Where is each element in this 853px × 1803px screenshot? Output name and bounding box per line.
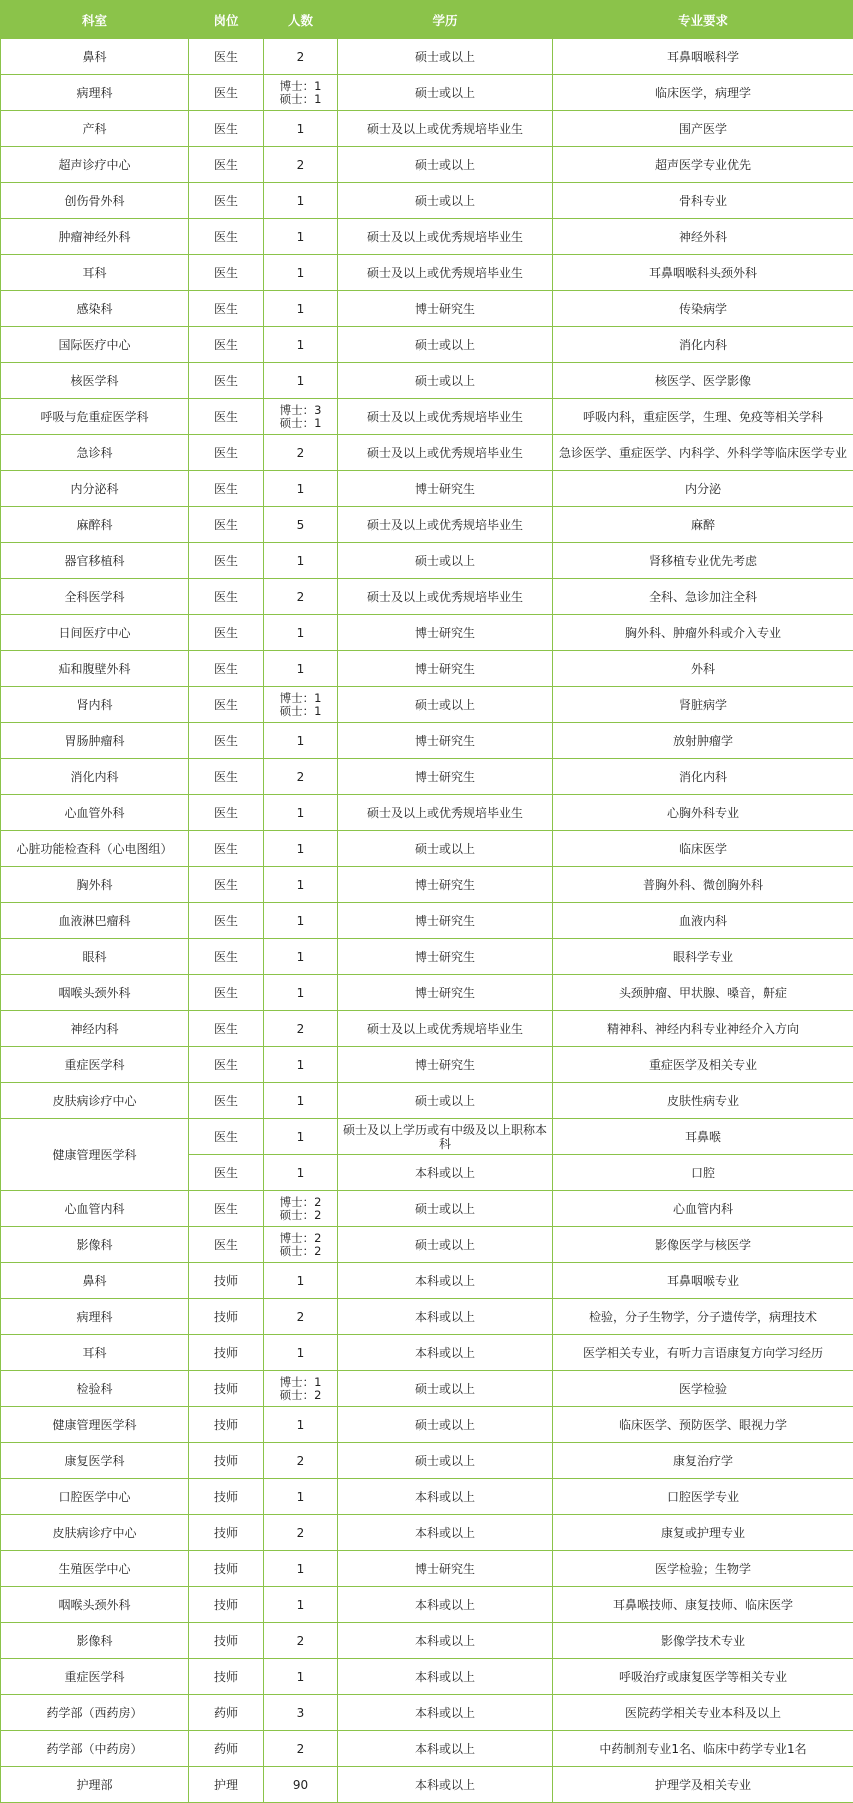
count-cell: 2 [264,759,338,795]
position-cell: 医生 [189,183,264,219]
count-cell: 1 [264,831,338,867]
major-cell: 医学检验 [553,1371,853,1407]
education-cell: 博士研究生 [338,291,553,327]
position-cell: 医生 [189,903,264,939]
count-cell: 2 [264,1515,338,1551]
major-cell: 心胸外科专业 [553,795,853,831]
department-cell: 病理科 [1,1299,189,1335]
position-cell: 药师 [189,1731,264,1767]
major-cell: 耳鼻喉技师、康复技师、临床医学 [553,1587,853,1623]
major-cell: 中药制剂专业1名、临床中药学专业1名 [553,1731,853,1767]
major-cell: 口腔医学专业 [553,1479,853,1515]
count-cell: 1 [264,1155,338,1191]
table-row [1,1659,853,1695]
education-cell: 本科或以上 [338,1155,553,1191]
education-cell: 博士研究生 [338,867,553,903]
count-cell: 2 [264,1011,338,1047]
department-cell: 麻醉科 [1,507,189,543]
education-cell: 博士研究生 [338,651,553,687]
department-cell: 检验科 [1,1371,189,1407]
department-cell: 鼻科 [1,39,189,75]
education-cell: 本科或以上 [338,1767,553,1803]
department-cell: 内分泌科 [1,471,189,507]
position-cell: 技师 [189,1551,264,1587]
header-education: 学历 [338,1,553,39]
position-cell: 技师 [189,1587,264,1623]
position-cell: 技师 [189,1371,264,1407]
major-cell: 麻醉 [553,507,853,543]
count-cell: 博士：1 硕士：2 [264,1371,338,1407]
major-cell: 康复治疗学 [553,1443,853,1479]
position-cell: 药师 [189,1695,264,1731]
education-cell: 博士研究生 [338,723,553,759]
position-cell: 医生 [189,1155,264,1191]
position-cell: 医生 [189,327,264,363]
education-cell: 硕士或以上 [338,543,553,579]
major-cell: 耳鼻咽喉科学 [553,39,853,75]
department-cell: 耳科 [1,1335,189,1371]
education-cell: 本科或以上 [338,1263,553,1299]
position-cell: 医生 [189,363,264,399]
education-cell: 硕士及以上或优秀规培毕业生 [338,435,553,471]
education-cell: 硕士或以上 [338,1083,553,1119]
major-cell: 耳鼻咽喉科头颈外科 [553,255,853,291]
table-row [1,1587,853,1623]
education-cell: 硕士及以上或优秀规培毕业生 [338,795,553,831]
table-row [1,1263,853,1299]
education-cell: 硕士或以上 [338,1407,553,1443]
count-cell: 1 [264,363,338,399]
count-cell: 1 [264,1479,338,1515]
count-cell: 博士：2 硕士：2 [264,1191,338,1227]
department-cell: 咽喉头颈外科 [1,1587,189,1623]
count-cell: 1 [264,1119,338,1155]
education-cell: 硕士或以上 [338,363,553,399]
major-cell: 医学检验；生物学 [553,1551,853,1587]
department-cell: 健康管理医学科 [1,1119,189,1191]
position-cell: 医生 [189,111,264,147]
position-cell: 医生 [189,39,264,75]
position-cell: 医生 [189,759,264,795]
education-cell: 硕士及以上或优秀规培毕业生 [338,219,553,255]
education-cell: 博士研究生 [338,1551,553,1587]
department-cell: 耳科 [1,255,189,291]
department-cell: 康复医学科 [1,1443,189,1479]
table-row [1,1011,853,1047]
position-cell: 医生 [189,1119,264,1155]
department-cell: 皮肤病诊疗中心 [1,1515,189,1551]
education-cell: 博士研究生 [338,1047,553,1083]
position-cell: 医生 [189,1191,264,1227]
table-row [1,687,853,723]
table-row [1,327,853,363]
table-row [1,615,853,651]
count-cell: 1 [264,255,338,291]
position-cell: 医生 [189,435,264,471]
count-cell: 1 [264,939,338,975]
department-cell: 感染科 [1,291,189,327]
education-cell: 硕士或以上 [338,75,553,111]
count-cell: 1 [264,183,338,219]
department-cell: 肿瘤神经外科 [1,219,189,255]
major-cell: 皮肤性病专业 [553,1083,853,1119]
count-cell: 2 [264,435,338,471]
department-cell: 重症医学科 [1,1047,189,1083]
position-cell: 医生 [189,939,264,975]
major-cell: 检验，分子生物学，分子遗传学，病理技术 [553,1299,853,1335]
department-cell: 鼻科 [1,1263,189,1299]
table-row [1,1047,853,1083]
position-cell: 医生 [189,579,264,615]
education-cell: 本科或以上 [338,1299,553,1335]
count-cell: 1 [264,1551,338,1587]
department-cell: 咽喉头颈外科 [1,975,189,1011]
count-cell: 1 [264,291,338,327]
count-cell: 1 [264,903,338,939]
position-cell: 护理 [189,1767,264,1803]
table-row [1,723,853,759]
position-cell: 医生 [189,867,264,903]
count-cell: 1 [264,471,338,507]
table-row [1,1443,853,1479]
count-cell: 1 [264,219,338,255]
table-row [1,1731,853,1767]
department-cell: 急诊科 [1,435,189,471]
education-cell: 硕士及以上或优秀规培毕业生 [338,111,553,147]
table-row [1,831,853,867]
education-cell: 硕士或以上 [338,831,553,867]
department-cell: 疝和腹壁外科 [1,651,189,687]
count-cell: 1 [264,1047,338,1083]
table-row [1,1371,853,1407]
count-cell: 1 [264,1263,338,1299]
count-cell: 1 [264,975,338,1011]
major-cell: 消化内科 [553,327,853,363]
education-cell: 本科或以上 [338,1695,553,1731]
department-cell: 消化内科 [1,759,189,795]
education-cell: 硕士及以上学历或有中级及以上职称本科 [338,1119,553,1155]
major-cell: 临床医学、预防医学、眼视力学 [553,1407,853,1443]
header-department: 科室 [1,1,189,39]
position-cell: 技师 [189,1623,264,1659]
major-cell: 呼吸治疗或康复医学等相关专业 [553,1659,853,1695]
table-row [1,1479,853,1515]
count-cell: 1 [264,543,338,579]
table-row [1,1551,853,1587]
education-cell: 博士研究生 [338,471,553,507]
position-cell: 医生 [189,399,264,435]
education-cell: 硕士及以上或优秀规培毕业生 [338,1011,553,1047]
education-cell: 硕士或以上 [338,1191,553,1227]
header-position: 岗位 [189,1,264,39]
department-cell: 核医学科 [1,363,189,399]
position-cell: 医生 [189,975,264,1011]
major-cell: 护理学及相关专业 [553,1767,853,1803]
major-cell: 骨科专业 [553,183,853,219]
department-cell: 口腔医学中心 [1,1479,189,1515]
count-cell: 1 [264,615,338,651]
count-cell: 1 [264,327,338,363]
major-cell: 眼科学专业 [553,939,853,975]
count-cell: 2 [264,147,338,183]
education-cell: 硕士或以上 [338,39,553,75]
department-cell: 产科 [1,111,189,147]
table-row [1,579,853,615]
department-cell: 病理科 [1,75,189,111]
count-cell: 2 [264,1731,338,1767]
header-major: 专业要求 [553,1,853,39]
table-row [1,1515,853,1551]
major-cell: 耳鼻喉 [553,1119,853,1155]
position-cell: 技师 [189,1479,264,1515]
position-cell: 医生 [189,291,264,327]
table-row [1,111,853,147]
position-cell: 技师 [189,1515,264,1551]
position-cell: 技师 [189,1335,264,1371]
department-cell: 眼科 [1,939,189,975]
position-cell: 医生 [189,831,264,867]
count-cell: 2 [264,1623,338,1659]
count-cell: 3 [264,1695,338,1731]
major-cell: 围产医学 [553,111,853,147]
major-cell: 神经外科 [553,219,853,255]
department-cell: 心脏功能检查科（心电图组） [1,831,189,867]
education-cell: 本科或以上 [338,1623,553,1659]
department-cell: 国际医疗中心 [1,327,189,363]
major-cell: 临床医学，病理学 [553,75,853,111]
position-cell: 技师 [189,1263,264,1299]
department-cell: 血液淋巴瘤科 [1,903,189,939]
department-cell: 肾内科 [1,687,189,723]
department-cell: 护理部 [1,1767,189,1803]
position-cell: 医生 [189,507,264,543]
education-cell: 博士研究生 [338,615,553,651]
major-cell: 急诊医学、重症医学、内科学、外科学等临床医学专业 [553,435,853,471]
major-cell: 医院药学相关专业本科及以上 [553,1695,853,1731]
count-cell: 1 [264,795,338,831]
major-cell: 影像医学与核医学 [553,1227,853,1263]
education-cell: 硕士或以上 [338,183,553,219]
table-row [1,1191,853,1227]
table-row [1,363,853,399]
major-cell: 肾脏病学 [553,687,853,723]
table-row [1,867,853,903]
major-cell: 胸外科、肿瘤外科或介入专业 [553,615,853,651]
count-cell: 博士：1 硕士：1 [264,687,338,723]
count-cell: 5 [264,507,338,543]
count-cell: 1 [264,651,338,687]
table-row [1,795,853,831]
count-cell: 1 [264,867,338,903]
major-cell: 头颈肿瘤、甲状腺、嗓音，鼾症 [553,975,853,1011]
major-cell: 精神科、神经内科专业神经介入方向 [553,1011,853,1047]
department-cell: 心血管内科 [1,1191,189,1227]
table-row [1,291,853,327]
major-cell: 心血管内科 [553,1191,853,1227]
table-row [1,255,853,291]
table-row [1,903,853,939]
major-cell: 肾移植专业优先考虑 [553,543,853,579]
table-row [1,147,853,183]
table-row [1,1083,853,1119]
table-row [1,543,853,579]
position-cell: 医生 [189,219,264,255]
education-cell: 博士研究生 [338,975,553,1011]
major-cell: 超声医学专业优先 [553,147,853,183]
count-cell: 2 [264,1443,338,1479]
count-cell: 2 [264,39,338,75]
department-cell: 生殖医学中心 [1,1551,189,1587]
table-row [1,651,853,687]
position-cell: 医生 [189,795,264,831]
department-cell: 超声诊疗中心 [1,147,189,183]
count-cell: 博士：1 硕士：1 [264,75,338,111]
position-cell: 医生 [189,471,264,507]
education-cell: 博士研究生 [338,939,553,975]
table-row [1,1227,853,1263]
position-cell: 医生 [189,1011,264,1047]
count-cell: 1 [264,723,338,759]
position-cell: 医生 [189,1227,264,1263]
education-cell: 硕士或以上 [338,1371,553,1407]
major-cell: 外科 [553,651,853,687]
table-row [1,1695,853,1731]
department-cell: 药学部（中药房） [1,1731,189,1767]
table-row [1,939,853,975]
department-cell: 影像科 [1,1623,189,1659]
major-cell: 放射肿瘤学 [553,723,853,759]
table-row [1,75,853,111]
major-cell: 传染病学 [553,291,853,327]
table-row [1,219,853,255]
department-cell: 创伤骨外科 [1,183,189,219]
position-cell: 技师 [189,1407,264,1443]
header-count: 人数 [264,1,338,39]
education-cell: 硕士及以上或优秀规培毕业生 [338,255,553,291]
major-cell: 内分泌 [553,471,853,507]
table-row [1,183,853,219]
table-row [1,1299,853,1335]
major-cell: 耳鼻咽喉专业 [553,1263,853,1299]
department-cell: 影像科 [1,1227,189,1263]
education-cell: 硕士及以上或优秀规培毕业生 [338,579,553,615]
department-cell: 胃肠肿瘤科 [1,723,189,759]
major-cell: 康复或护理专业 [553,1515,853,1551]
table-row [1,1407,853,1443]
education-cell: 本科或以上 [338,1659,553,1695]
major-cell: 血液内科 [553,903,853,939]
major-cell: 消化内科 [553,759,853,795]
count-cell: 1 [264,111,338,147]
position-cell: 技师 [189,1443,264,1479]
table-row [1,975,853,1011]
major-cell: 全科、急诊加注全科 [553,579,853,615]
count-cell: 1 [264,1083,338,1119]
position-cell: 技师 [189,1299,264,1335]
table-row [1,435,853,471]
position-cell: 医生 [189,651,264,687]
table-row [1,471,853,507]
department-cell: 器官移植科 [1,543,189,579]
position-cell: 医生 [189,75,264,111]
major-cell: 临床医学 [553,831,853,867]
count-cell: 2 [264,1299,338,1335]
department-cell: 健康管理医学科 [1,1407,189,1443]
education-cell: 硕士或以上 [338,327,553,363]
department-cell: 心血管外科 [1,795,189,831]
department-cell: 药学部（西药房） [1,1695,189,1731]
education-cell: 本科或以上 [338,1731,553,1767]
education-cell: 硕士或以上 [338,147,553,183]
education-cell: 本科或以上 [338,1515,553,1551]
major-cell: 重症医学及相关专业 [553,1047,853,1083]
table-header-row [1,1,853,39]
position-cell: 医生 [189,723,264,759]
count-cell: 1 [264,1587,338,1623]
major-cell: 核医学、医学影像 [553,363,853,399]
department-cell: 皮肤病诊疗中心 [1,1083,189,1119]
education-cell: 本科或以上 [338,1335,553,1371]
position-cell: 医生 [189,543,264,579]
table-row [1,1119,853,1155]
major-cell: 影像学技术专业 [553,1623,853,1659]
education-cell: 本科或以上 [338,1587,553,1623]
position-cell: 医生 [189,1083,264,1119]
count-cell: 1 [264,1335,338,1371]
education-cell: 硕士或以上 [338,1227,553,1263]
table-row [1,759,853,795]
count-cell: 1 [264,1407,338,1443]
position-cell: 医生 [189,615,264,651]
position-cell: 医生 [189,147,264,183]
department-cell: 日间医疗中心 [1,615,189,651]
count-cell: 博士：2 硕士：2 [264,1227,338,1263]
major-cell: 医学相关专业，有听力言语康复方向学习经历 [553,1335,853,1371]
education-cell: 硕士及以上或优秀规培毕业生 [338,507,553,543]
major-cell: 口腔 [553,1155,853,1191]
education-cell: 博士研究生 [338,759,553,795]
position-cell: 医生 [189,687,264,723]
department-cell: 全科医学科 [1,579,189,615]
position-cell: 技师 [189,1659,264,1695]
department-cell: 神经内科 [1,1011,189,1047]
major-cell: 呼吸内科，重症医学，生理、免疫等相关学科 [553,399,853,435]
table-body [1,39,853,1803]
department-cell: 呼吸与危重症医学科 [1,399,189,435]
table-row [1,1335,853,1371]
education-cell: 硕士或以上 [338,687,553,723]
education-cell: 硕士及以上或优秀规培毕业生 [338,399,553,435]
count-cell: 1 [264,1659,338,1695]
count-cell: 2 [264,579,338,615]
department-cell: 重症医学科 [1,1659,189,1695]
table-row [1,39,853,75]
count-cell: 博士：3 硕士：1 [264,399,338,435]
table-row [1,1767,853,1803]
position-cell: 医生 [189,1047,264,1083]
education-cell: 本科或以上 [338,1479,553,1515]
count-cell: 90 [264,1767,338,1803]
table-row [1,1623,853,1659]
education-cell: 博士研究生 [338,903,553,939]
major-cell: 普胸外科、微创胸外科 [553,867,853,903]
table-row [1,507,853,543]
table-row [1,399,853,435]
department-cell: 胸外科 [1,867,189,903]
education-cell: 硕士或以上 [338,1443,553,1479]
position-cell: 医生 [189,255,264,291]
